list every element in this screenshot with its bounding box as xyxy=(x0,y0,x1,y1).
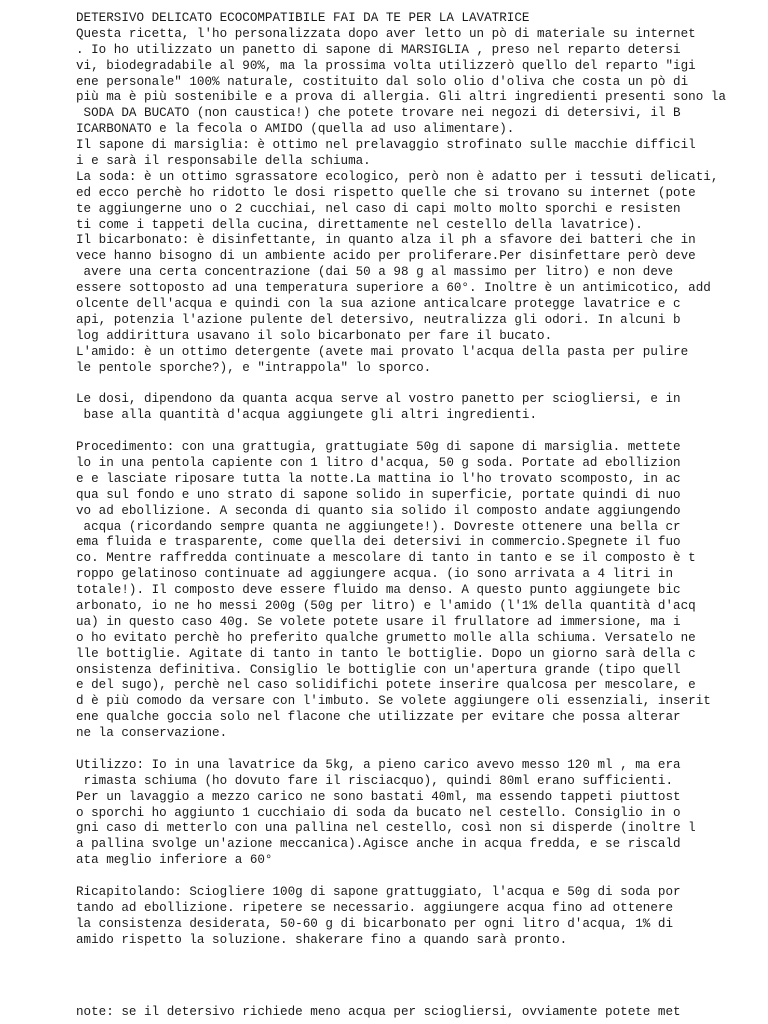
text-line: Questa ricetta, l'ho personalizzata dopo aver letto un pò di materiale su internet xyxy=(76,26,696,41)
text-line: ICARBONATO e la fecola o AMIDO (quella ad uso alimentare). xyxy=(76,122,515,137)
text-line: DETERSIVO DELICATO ECOCOMPATIBILE FAI DA TE PER LA LAVATRICE xyxy=(76,11,530,25)
recipe-text xyxy=(76,11,726,949)
text-line: vece hanno bisogno di un ambiente acido per proliferare.Per disinfettare però deve xyxy=(76,249,696,264)
text-line: a pallina svolge un'azione meccanica).Agisce anche in acqua fredda, e se riscald xyxy=(76,837,681,852)
text-line: Procedimento: con una grattugia, grattugiate 50g di sapone di marsiglia. mettete xyxy=(76,440,681,455)
text-line: co. Mentre raffredda continuate a mescolare di tanto in tanto e se il composto è t xyxy=(76,551,696,566)
text-line: ene qualche goccia solo nel flacone che utilizzate per evitare che possa alterar xyxy=(76,710,681,725)
text-line: le pentole sporche?), e "intrappola" lo sporco. xyxy=(76,360,432,375)
text-line: log addirittura usavano il solo bicarbonato per fare il bucato. xyxy=(76,328,553,343)
text-line xyxy=(76,376,726,392)
text-line: roppo gelatinoso continuate ad aggiungere acqua. (io sono arrivata a 4 litri in xyxy=(76,567,674,582)
text-line: onsistenza definitiva. Consiglio le bottiglie con un'apertura grande (tipo quell xyxy=(76,662,681,677)
text-line: gni caso di metterlo con una pallina nel cestello, così non si disperde (inoltre l xyxy=(76,821,696,836)
text-line: base alla quantità d'acqua aggiungete gli altri ingredienti. xyxy=(76,408,538,423)
text-line: rimasta schiuma (ho dovuto fare il risciacquo), quindi 80ml erano sufficienti. xyxy=(76,773,674,788)
text-line: te aggiungerne uno o 2 cucchiai, nel caso di capi molto molto sporchi e resisten xyxy=(76,201,681,216)
text-line: d è più comodo da versare con l'imbuto. Se volete aggiungere oli essenziali, inserit xyxy=(76,694,711,709)
text-line: totale!). Il composto deve essere fluido ma denso. A questo punto aggiungete bic xyxy=(76,583,681,598)
footer-note: note: se il detersivo richiede meno acqua per sciogliersi, ovviamente potete met xyxy=(76,1005,681,1019)
text-line: api, potenzia l'azione pulente del detersivo, neutralizza gli odori. In alcuni b xyxy=(76,312,681,327)
text-line: L'amido: è un ottimo detergente (avete mai provato l'acqua della pasta per pulire xyxy=(76,344,689,359)
text-line: o sporchi ho aggiunto 1 cucchiaio di soda da bucato nel cestello. Consiglio in o xyxy=(76,805,681,820)
text-line: SODA DA BUCATO (non caustica!) che potete trovare nei negozi di detersivi, il B xyxy=(76,106,681,121)
text-line: Le dosi, dipendono da quanta acqua serve al vostro panetto per sciogliersi, e in xyxy=(76,392,681,407)
text-line xyxy=(76,869,726,885)
text-line xyxy=(76,424,726,440)
text-line: i e sarà il responsabile della schiuma. xyxy=(76,154,371,169)
text-line: . Io ho utilizzato un panetto di sapone di MARSIGLIA , preso nel reparto detersi xyxy=(76,42,681,57)
text-line: ema fluida e trasparente, come quella dei detersivi in commercio.Spegnete il fuo xyxy=(76,535,681,550)
text-line: ed ecco perchè ho ridotto le dosi rispetto quelle che si trovano su internet (pote xyxy=(76,185,696,200)
text-line: essere sottoposto ad una temperatura superiore a 60°. Inoltre è un antimicotico, add xyxy=(76,281,711,296)
text-line: avere una certa concentrazione (dai 50 a 98 g al massimo per litro) e non deve xyxy=(76,265,674,280)
text-line: e e lasciate riposare tutta la notte.La mattina io l'ho trovato scomposto, in ac xyxy=(76,471,681,486)
text-line: La soda: è un ottimo sgrassatore ecologico, però non è adatto per i tessuti delicati, xyxy=(76,169,719,184)
text-line: Utilizzo: Io in una lavatrice da 5kg, a pieno carico avevo messo 120 ml , ma era xyxy=(76,757,681,772)
text-line: Il bicarbonato: è disinfettante, in quanto alza il ph a sfavore dei batteri che in xyxy=(76,233,696,248)
text-line: acqua (ricordando sempre quanta ne aggiungete!). Dovreste ottenere una bella cr xyxy=(76,519,681,534)
text-line: vo ad ebollizione. A seconda di quanto sia solido il composto andate aggiungendo xyxy=(76,503,681,518)
text-line: Il sapone di marsiglia: è ottimo nel prelavaggio strofinato sulle macchie difficil xyxy=(76,138,696,153)
text-line: vi, biodegradabile al 90%, ma la prossima volta utilizzerò quello del reparto "igi xyxy=(76,58,696,73)
text-line: Per un lavaggio a mezzo carico ne sono bastati 40ml, ma essendo tappeti piuttost xyxy=(76,789,681,804)
text-line: e del sugo), perchè nel caso solidifichi potete inserire qualcosa per mescolare, e xyxy=(76,678,696,693)
text-line: qua sul fondo e uno strato di sapone solido in superficie, portate quindi di nuo xyxy=(76,487,681,502)
text-line: più ma è più sostenibile e a prova di allergia. Gli altri ingredienti presenti sono la xyxy=(76,90,726,105)
text-line: la consistenza desiderata, 50-60 g di bicarbonato per ogni litro d'acqua, 1% di xyxy=(76,916,674,931)
text-line: olcente dell'acqua e quindi con la sua azione anticalcare protegge lavatrice e c xyxy=(76,297,681,312)
text-line: amido rispetto la soluzione. shakerare fino a quando sarà pronto. xyxy=(76,932,568,947)
text-line: ne la conservazione. xyxy=(76,726,228,741)
text-line: tando ad ebollizione. ripetere se necessario. aggiungere acqua fino ad ottenere xyxy=(76,900,674,915)
text-line: arbonato, io ne ho messi 200g (50g per litro) e l'amido (l'1% della quantità d'acq xyxy=(76,598,696,613)
text-line xyxy=(76,742,726,758)
text-line: o ho evitato perchè ho preferito qualche grumetto molle alla schiuma. Versatelo ne xyxy=(76,630,696,645)
text-line: lo in una pentola capiente con 1 litro d'acqua, 50 g soda. Portate ad ebollizion xyxy=(76,455,681,470)
text-line: ata meglio inferiore a 60° xyxy=(76,853,273,868)
text-line: ti come i tappeti della cucina, direttamente nel cestello della lavatrice). xyxy=(76,217,643,232)
text-line: ua) in questo caso 40g. Se volete potete usare il frullatore ad immersione, ma i xyxy=(76,614,681,629)
text-line: Ricapitolando: Sciogliere 100g di sapone grattuggiato, l'acqua e 50g di soda por xyxy=(76,884,681,899)
text-line: lle bottiglie. Agitate di tanto in tanto le bottiglie. Dopo un giorno sarà della c xyxy=(76,646,696,661)
text-line: ene personale" 100% naturale, costituito dal solo olio d'oliva che costa un pò di xyxy=(76,74,689,89)
